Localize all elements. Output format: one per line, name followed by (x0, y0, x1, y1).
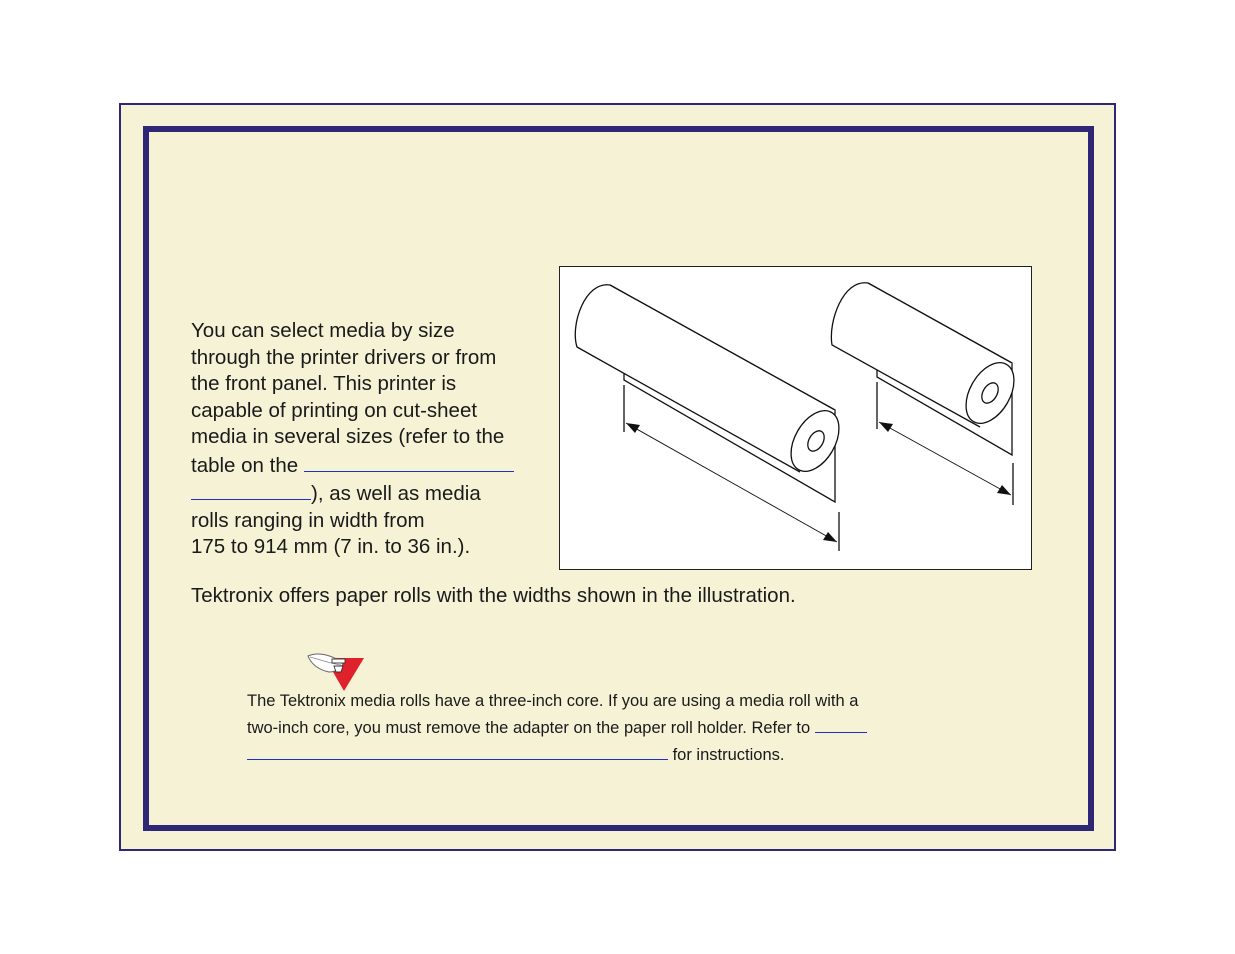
note-paragraph (247, 690, 1007, 766)
note-line-2 (247, 712, 1007, 739)
adapter-instructions-link-part-2[interactable] (247, 739, 668, 760)
intro-line-8: rolls ranging in width from (191, 508, 425, 532)
note-line-3 (247, 739, 1007, 766)
note-line-3-text: for instructions. (668, 746, 785, 764)
media-sizes-link-part-2[interactable] (191, 479, 311, 500)
intro-line-5: media in several sizes (refer to the (191, 425, 505, 448)
note-line-1: The Tektronix media rolls have a three-inch core. If you are using a media roll with a (247, 692, 859, 710)
intro-line-2: through the printer drivers or from (191, 345, 497, 369)
intro-line-3: the front panel. This printer is (191, 372, 457, 395)
intro-line-1: You can select media by size (191, 319, 455, 342)
intro-line-6-text: table on the (191, 453, 304, 477)
intro-line-9: 175 to 914 mm (7 in. to 36 in.). (191, 535, 471, 558)
intro-line-4: capable of printing on cut-sheet (191, 398, 478, 422)
rolls-sentence: Tektronix offers paper rolls with the widths shown in the illustration. (191, 584, 796, 607)
adapter-instructions-link-part-1[interactable] (815, 712, 867, 733)
intro-line-7-text: ), as well as media (311, 482, 481, 505)
paper-rolls-illustration (559, 266, 1032, 570)
media-sizes-link-part-1[interactable] (304, 451, 514, 472)
intro-line-7 (191, 479, 551, 508)
note-line-2-text: two-inch core, you must remove the adapter on the paper roll holder. Refer to (247, 719, 815, 737)
note-feather-icon (305, 650, 367, 694)
intro-line-6 (191, 451, 551, 480)
small-roll (831, 283, 1023, 505)
intro-paragraph (191, 318, 551, 561)
large-roll (575, 285, 849, 551)
paper-rolls-svg (560, 267, 1031, 569)
